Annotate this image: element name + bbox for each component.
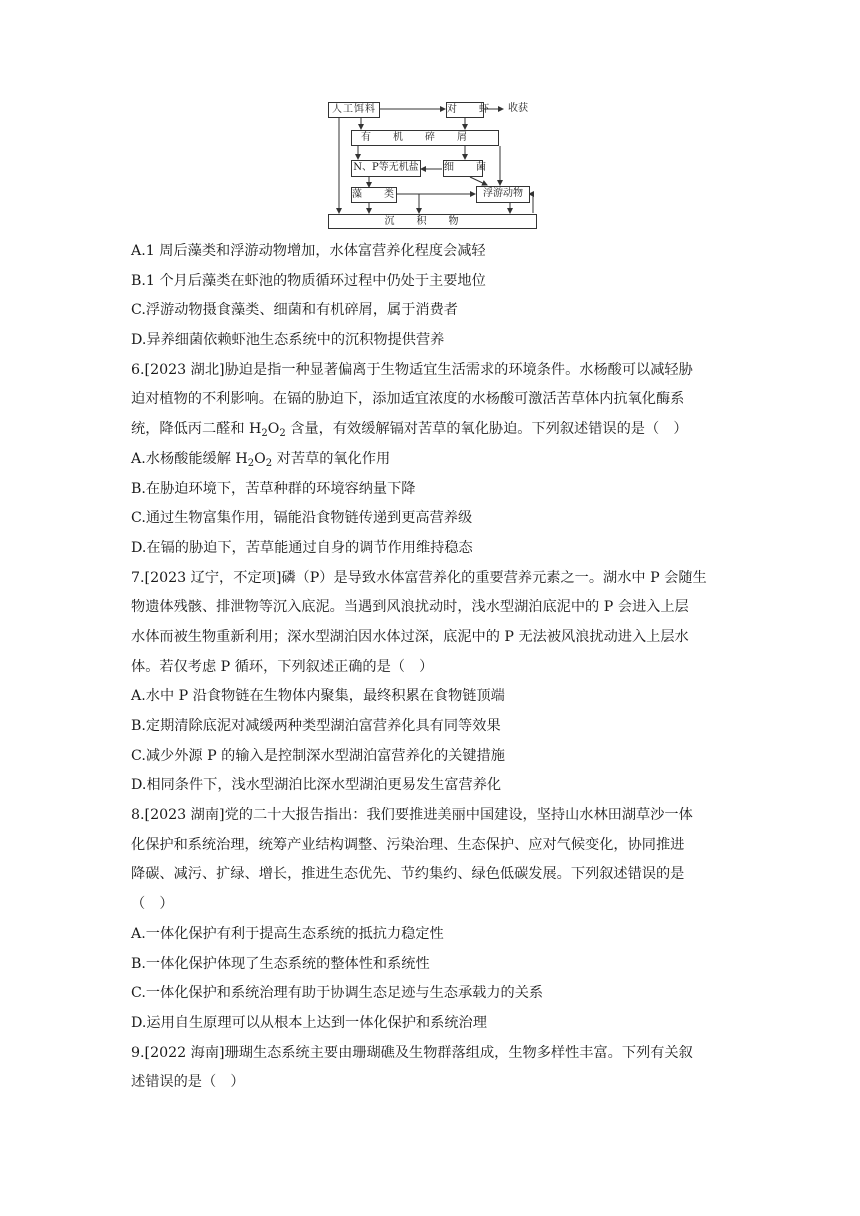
q8-stem-line: 降碳、减污、扩绿、增长，推进生态优先、节约集约、绿色低碳发展。下列叙述错误的是 <box>131 866 685 883</box>
q6-option-d: D.在镉的胁迫下，苦草能通过自身的调节作用维持稳态 <box>131 539 473 556</box>
q7-option-d: D.相同条件下，浅水型湖泊比深水型湖泊更易发生富营养化 <box>131 777 502 794</box>
box-shrimp: 对虾 <box>446 102 484 118</box>
q6-stem-line: 6.[2023 湖北]胁迫是指一种显著偏离于生物适宜生活需求的环境条件。水杨酸可以减轻胁 <box>131 361 693 378</box>
harvest-label: 收获 <box>508 103 528 114</box>
box-artificial-feed: 人工饵料 <box>328 102 380 118</box>
q5-option-d: D.异养细菌依赖虾池生态系统中的沉积物提供营养 <box>131 332 445 349</box>
box-bacteria: 细菌 <box>443 160 483 177</box>
q7-stem-line: 体。若仅考虑 P 循环，下列叙述正确的是（ ） <box>131 658 434 675</box>
q8-option-c: C.一体化保护和系统治理有助于协调生态足迹与生态承载力的关系 <box>131 985 544 1002</box>
q5-option-a: A.1 周后藻类和浮游动物增加，水体富营养化程度会减轻 <box>131 243 486 259</box>
box-algae: 藻类 <box>351 187 397 203</box>
q7-stem-line: 7.[2023 辽宁，不定项]磷（P）是导致水体富营养化的重要营养元素之一。湖水中 P 会随生 <box>131 569 707 586</box>
box-organic-detritus: 有机碎屑 <box>351 130 499 146</box>
q6-option-a: A.水杨酸能缓解 $H_2O_2$ 对苦草的氧化作用 <box>131 450 391 469</box>
q8-stem-line: 8.[2023 湖南]党的二十大报告指出：我们要推进美丽中国建设，坚持山水林田湖草沙一体 <box>131 807 693 824</box>
q6-option-b: B.在胁迫环境下，苦草种群的环境容纳量下降 <box>131 480 416 497</box>
box-zooplankton: 浮游动物 <box>476 186 530 203</box>
q8-stem-line: 化保护和系统治理，统筹产业结构调整、污染治理、生态保护、应对气候变化，协同推进 <box>131 836 685 853</box>
q8-option-b: B.一体化保护体现了生态系统的整体性和系统性 <box>131 955 430 972</box>
q7-option-c: C.减少外源 P 的输入是控制深水型湖泊富营养化的关键措施 <box>131 747 505 764</box>
q8-option-d: D.运用自生原理可以从根本上达到一体化保护和系统治理 <box>131 1014 487 1031</box>
q7-stem-line: 水体而被生物重新利用；深水型湖泊因水体过深，底泥中的 P 无法被风浪扰动进入上层水 <box>131 628 689 645</box>
q6-stem-line: 迫对植物的不利影响。在镉的胁迫下，添加适宜浓度的水杨酸可激活苦草体内抗氧化酶系 <box>131 391 685 408</box>
box-sediment: 沉积物 <box>328 214 537 229</box>
box-inorganic-salts: N、P等无机盐 <box>351 160 421 177</box>
q6-option-c: C.通过生物富集作用，镉能沿食物链传递到更高营养级 <box>131 510 473 527</box>
food-web-diagram <box>325 97 540 233</box>
q9-stem-line: 9.[2022 海南]珊瑚生态系统主要由珊瑚礁及生物群落组成，生物多样性丰富。下列有关叙 <box>131 1044 693 1061</box>
q8-stem-line: （ ） <box>131 896 174 913</box>
q6-stem-line: 统，降低丙二醛和 $H_2O_2$ 含量，有效缓解镉对苦草的氧化胁迫。下列叙述错误的是（ ） <box>131 421 688 440</box>
q5-option-c: C.浮游动物摄食藻类、细菌和有机碎屑，属于消费者 <box>131 302 458 319</box>
question-content <box>131 237 731 1098</box>
q9-stem-line: 述错误的是（ ） <box>131 1074 245 1091</box>
q7-stem-line: 物遗体残骸、排泄物等沉入底泥。当遇到风浪扰动时，浅水型湖泊底泥中的 P 会进入上层 <box>131 599 689 616</box>
q8-option-a: A.一体化保护有利于提高生态系统的抵抗力稳定性 <box>131 925 444 942</box>
q7-option-a: A.水中 P 沿食物链在生物体内聚集，最终积累在食物链顶端 <box>131 688 505 705</box>
q5-option-b: B.1 个月后藻类在虾池的物质循环过程中仍处于主要地位 <box>131 272 486 289</box>
q7-option-b: B.定期清除底泥对减缓两种类型湖泊富营养化具有同等效果 <box>131 718 501 734</box>
